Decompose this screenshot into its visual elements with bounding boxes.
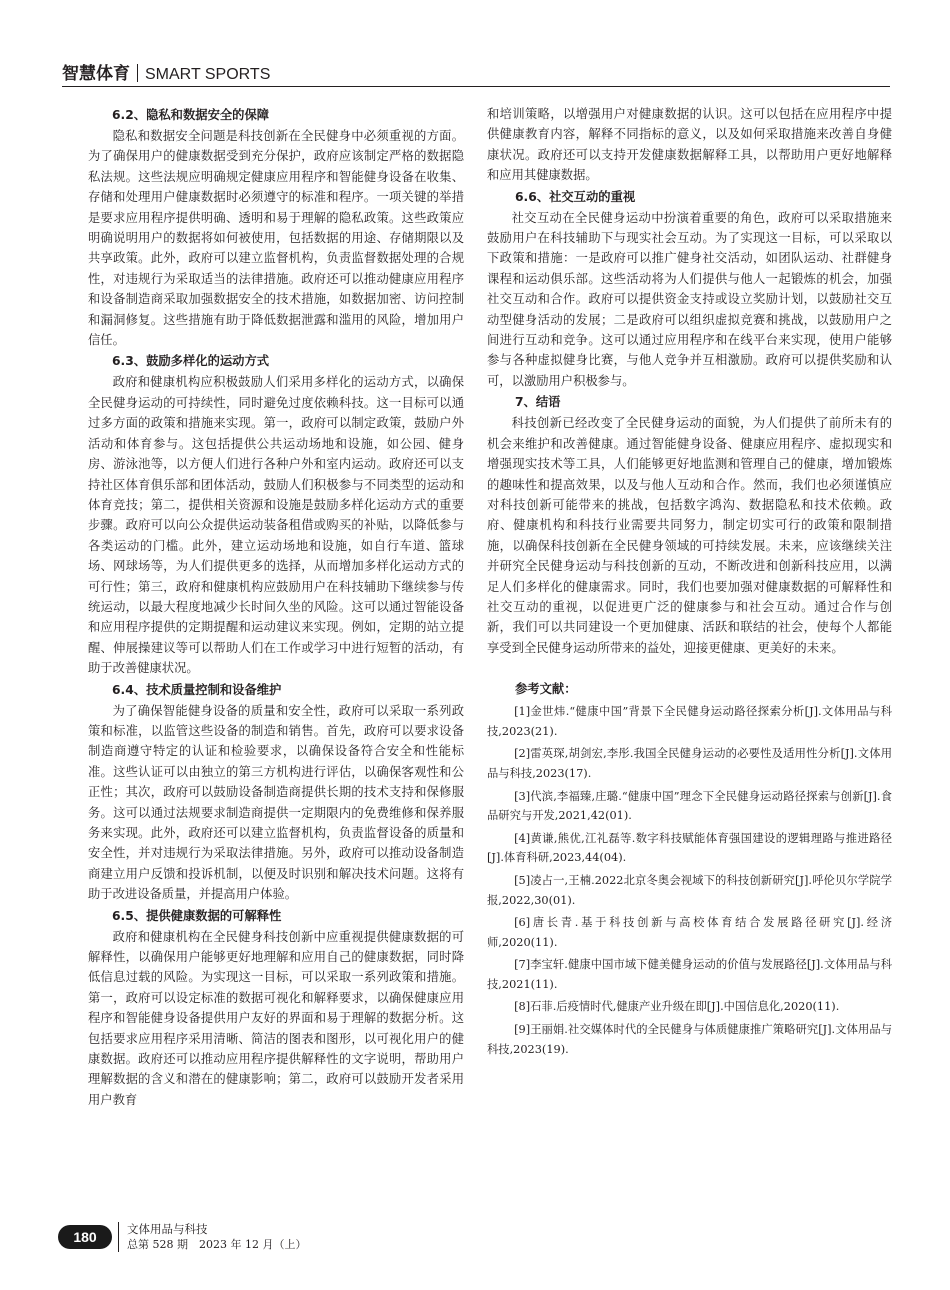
- brand-chinese: 智慧体育: [62, 64, 130, 84]
- running-header: [62, 54, 270, 84]
- section-6-6-title: 6.6、社交互动的重视: [515, 189, 636, 204]
- section-7-paragraph: 科技创新已经改变了全民健身运动的面貌，为人们提供了前所未有的机会来维护和改善健康。通过智能健身设备、健康应用程序、虚拟现实和增强现实技术等工具，人们能够更好地监测和管理自己的健康，增加锻炼的趣味性和提高效果，以及与他人互动和合作。然而，我们也必须谨慎应对科技创新可能带来的挑战，包括数字鸿沟、数据隐私和技术依赖。政府、健康机构和科技行业需要共同努力，制定切实可行的政策和限制措施，以确保科技创新在全民健身领域的可持续发展。未来，应该继续关注并研究全民健身运动与科技创新的互动，不断改进和创新科技应用，以满足人们多样化的健康需求。同时，我们也要加强对健康数据的可解释性和社交互动的重视，以促进更广泛的健康参与和社会互动。通过合作与创新，我们可以共同建设一个更加健康、活跃和联结的社会，使每个人都能享受到全民健身运动所带来的益处，迎接更健康、更美好的未来。: [487, 416, 892, 655]
- reference-list: [487, 702, 892, 1059]
- reference-item: [1]金世炜.“健康中国”背景下全民健身运动路径探索分析[J].文体用品与科技,2023(21).: [487, 705, 892, 738]
- journal-name: 文体用品与科技: [127, 1222, 208, 1236]
- section-6-5-paragraph: 政府和健康机构在全民健身科技创新中应重视提供健康数据的可解释性，以确保用户能够更好地理解和应用自己的健康数据，同时降低信息过载的风险。为实现这一目标，可以采取一系列政策和措施。第一，政府可以设定标准的数据可视化和解释要求，以确保健康应用程序和智能健身设备提供用户友好的界面和易于理解的数据分析。这包括要求应用程序采用清晰、简洁的图表和图形，以可视化用户的健康数据。政府还可以推动应用程序提供解释性的文字说明，帮助用户理解数据的含义和潜在的健康影响；第二，政府可以鼓励开发者采用用户教育: [88, 929, 464, 1107]
- reference-item: [5]凌占一,王楠.2022北京冬奥会视域下的科技创新研究[J].呼伦贝尔学院学报,2022,30(01).: [487, 873, 892, 907]
- section-7-title: 7、结语: [515, 395, 561, 410]
- section-6-4-title: 6.4、技术质量控制和设备维护: [112, 682, 282, 697]
- page-footer: [58, 1222, 306, 1252]
- reference-item: [9]王丽娟.社交媒体时代的全民健身与体质健康推广策略研究[J].文体用品与科技,2023(19).: [487, 1023, 892, 1056]
- section-6-3-title: 6.3、鼓励多样化的运动方式: [112, 354, 270, 369]
- references-title: 参考文献：: [515, 682, 577, 697]
- section-6-6-paragraph: 社交互动在全民健身运动中扮演着重要的角色，政府可以采取措施来鼓励用户在科技辅助下与现实社会互动。为了实现这一目标，可以采取以下政策和措施：一是政府可以推广健身社交活动，如团队运动、社群健身课程和运动俱乐部。这些活动将为人们提供与他人一起锻炼的机会，加强社交互动和合作。政府可以提供资金支持或设立奖励计划，以鼓励社交互动型健身活动的发展；二是政府可以组织虚拟竞赛和挑战，以鼓励用户之间进行互动和竞争。这可以通过应用程序和在线平台来实现，使用户能够参与各种虚拟健身比赛，与他人竞争并互相激励。政府可以提供奖励和认可，以激励用户积极参与。: [487, 210, 892, 388]
- page-number: 180: [58, 1225, 112, 1249]
- reference-item: [6]唐长青.基于科技创新与高校体育结合发展路径研究[J].经济师,2020(11).: [487, 916, 892, 949]
- header-rule: [62, 86, 890, 87]
- brand-english: SMART SPORTS: [145, 66, 271, 83]
- reference-item: [7]李宝轩.健康中国市域下健美健身运动的价值与发展路径[J].文体用品与科技,2021(11).: [487, 958, 892, 991]
- reference-item: [3]代滨,李福臻,庄璐.“健康中国”理念下全民健身运动路径探索与创新[J].食品研究与开发,2021,42(01).: [487, 789, 892, 823]
- right-column: [487, 104, 892, 1062]
- reference-item: [8]石菲.后疫情时代,健康产业升级在即[J].中国信息化,2020(11).: [514, 1000, 840, 1014]
- reference-item: [2]雷英琛,胡剑宏,李彤.我国全民健身运动的必要性及适用性分析[J].文体用品与科技,2023(17).: [487, 747, 892, 780]
- section-6-5-title: 6.5、提供健康数据的可解释性: [112, 908, 282, 923]
- section-6-3-paragraph: 政府和健康机构应积极鼓励人们采用多样化的运动方式，以确保全民健身运动的可持续性，同时避免过度依赖科技。这一目标可以通过多方面的政策和措施来实现。第一，政府可以制定政策，鼓励户外活动和体育参与。这包括提供公共运动场地和设施，如公园、健身房、游泳池等，以方便人们进行各种户外和室内运动。政府还可以支持社区体育俱乐部和团体活动，鼓励人们积极参与不同类型的运动和体育竞技；第二，提供相关资源和设施是鼓励多样化运动方式的重要步骤。政府可以向公众提供运动装备租借或购买的补贴，以降低参与各类运动的门槛。此外，建立运动场地和设施，如自行车道、篮球场、网球场等，为人们提供更多的选择，从而增加多样化运动方式的可行性；第三，政府和健康机构应鼓励用户在科技辅助下继续参与传统运动，以最大程度地减少长时间久坐的风险。这可以通过智能设备和应用程序提供的定期提醒和运动建议来实现。例如，定期的站立提醒、伸展操建议等可以帮助人们在工作或学习中进行短暂的活动，有助于改善健康状况。: [88, 375, 464, 676]
- footer-journal-info: [127, 1222, 306, 1252]
- reference-item: [4]黄谦,熊优,江礼磊等.数字科技赋能体育强国建设的逻辑理路与推进路径[J].体育科研,2023,44(04).: [487, 831, 892, 865]
- section-6-2-title: 6.2、隐私和数据安全的保障: [112, 108, 270, 122]
- section-6-5-paragraph-continued: 和培训策略，以增强用户对健康数据的认识。这可以包括在应用程序中提供健康教育内容，解释不同指标的意义，以及如何采取措施来改善自身健康状况。政府还可以支持开发健康数据解释工具，以帮助用户更好地解释和应用其健康数据。: [487, 107, 892, 183]
- brand-divider: [137, 64, 138, 82]
- footer-divider: [118, 1222, 119, 1252]
- left-column: [88, 104, 464, 1110]
- issue-info: 总第 528 期 2023 年 12 月（上）: [127, 1238, 307, 1251]
- section-6-2-paragraph: 隐私和数据安全问题是科技创新在全民健身中必须重视的方面。为了确保用户的健康数据受到充分保护，政府应该制定严格的数据隐私法规。这些法规应明确规定健康应用程序和智能健身设备在收集、存储和处理用户健康数据时必须遵守的标准和程序。一项关键的举措是要求应用程序提供明确、透明和易于理解的隐私政策。这些政策应明确说明用户的数据将如何被使用，包括数据的用途、存储期限以及共享政策。此外，政府可以建立监督机构，负责监督数据处理的合规性，对违规行为采取适当的法律措施。政府还可以推动健康应用程序和设备制造商采取加强数据安全的技术措施，如数据加密、访问控制和漏洞修复。这些措施有助于降低数据泄露和滥用的风险，增加用户信任。: [88, 129, 464, 348]
- section-6-4-paragraph: 为了确保智能健身设备的质量和安全性，政府可以采取一系列政策和标准，以监管这些设备的制造和销售。首先，政府可以要求设备制造商遵守特定的认证和检验要求，以确保设备符合安全和性能标准。这些认证可以由独立的第三方机构进行评估，以确保客观性和公正性；其次，政府可以鼓励设备制造商提供长期的技术支持和保修服务。这可以通过法规要求制造商提供一定期限内的免费维修和保养服务来实现。此外，政府还可以建立监督机构，负责监督设备的质量和安全性，并对违规行为采取法律措施。另外，政府可以推动设备制造商建立用户反馈和投诉机制，以便及时识别和解决技术问题。这将有助于改进设备质量，并提高用户体验。: [88, 703, 464, 902]
